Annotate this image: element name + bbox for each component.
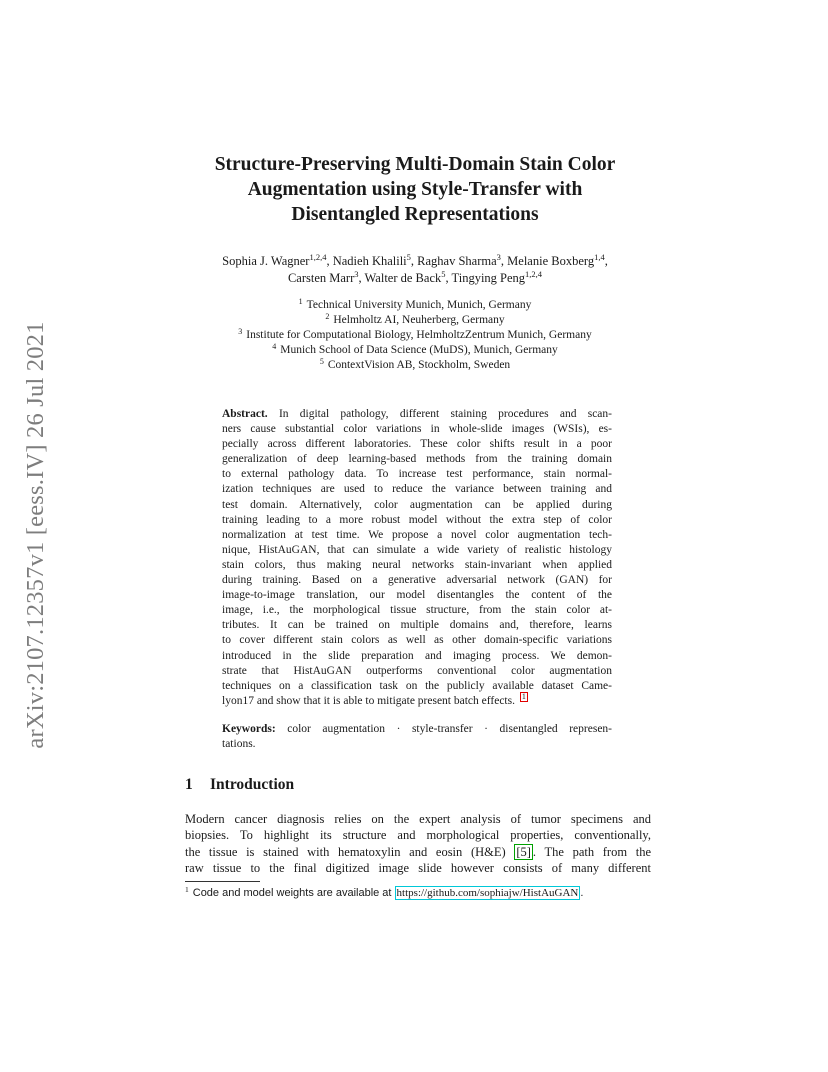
body-line: Modern cancer diagnosis relies on the expert analysis of tumor specimens and [185, 812, 651, 826]
abstract-line: ners cause substantial color variations in whole-slide images (WSIs), es- [222, 423, 612, 436]
keywords-text: color augmentation · style-transfer · disentangled represen- [287, 723, 613, 735]
keywords [222, 722, 612, 752]
footnote-rule [185, 881, 260, 882]
author-name: , Melanie Boxberg [500, 254, 595, 268]
github-link[interactable]: https://github.com/sophiajw/HistAuGAN [396, 887, 579, 899]
affiliation-number: 4 [272, 342, 277, 351]
author-affil-sup: 3 [496, 252, 501, 262]
abstract-line: strate that HistAuGAN outperforms conventional color augmentation [222, 664, 612, 677]
footnote-link[interactable]: 1 [521, 691, 526, 701]
abstract-line: to external pathology data. To increase test performance, stain normal- [222, 468, 612, 481]
affiliation-number: 3 [238, 327, 243, 336]
abstract-line: stain colors, thus making neural networks stain-invariant when applied [222, 558, 612, 571]
affiliation-text: ContextVision AB, Stockholm, Sweden [327, 359, 511, 371]
abstract-line: normalization at test time. We propose a novel color augmentation tech- [222, 528, 612, 541]
abstract-text: lyon17 and show that it is able to mitigate present batch effects. [222, 694, 515, 707]
affiliation-text: Munich School of Data Science (MuDS), Munich, Germany [280, 344, 558, 356]
author-affil-sup: 3 [354, 269, 359, 279]
abstract-line: image-to-image translation, our model disentangles the content of the [222, 589, 612, 602]
footnote-end: . [580, 887, 584, 899]
abstract-line: techniques on a classification task on the publicly available dataset Came- [222, 679, 612, 692]
author-name: Sophia J. Wagner [222, 254, 310, 268]
paper-title [150, 152, 680, 227]
abstract-line: during training. Based on a generative adversarial network (GAN) for [222, 574, 612, 587]
citation-link[interactable]: [5] [516, 844, 531, 859]
author-affil-sup: 1,2,4 [525, 269, 543, 279]
affiliation [120, 313, 710, 328]
affiliation [120, 328, 710, 343]
keywords-line: tations. [222, 738, 256, 751]
body-line [185, 844, 651, 860]
arxiv-identifier: arXiv:2107.12357v1 [eess.IV] 26 Jul 2021 [22, 321, 49, 749]
affiliation [120, 358, 710, 373]
affiliation-list [120, 298, 710, 373]
body-text: the tissue is stained with hematoxylin and eosin (H&E) [185, 844, 515, 859]
abstract-line [222, 407, 612, 422]
body-paragraph [185, 811, 651, 877]
abstract-line: tributes. It can be trained on multiple domains and, therefore, learns [222, 619, 612, 632]
affiliation-text: Helmholtz AI, Neuherberg, Germany [333, 314, 505, 326]
author-name: Carsten Marr [287, 271, 355, 285]
arxiv-side-stamp [14, 296, 58, 774]
abstract-line [222, 691, 612, 709]
author-separator: , [604, 254, 608, 268]
author-name: , Raghav Sharma [410, 254, 497, 268]
author-affil-sup: 5 [441, 269, 446, 279]
affiliation [120, 298, 710, 313]
abstract-line: introduced in the slide preparation and imaging process. We demon- [222, 649, 612, 662]
author-name: , Nadieh Khalili [326, 254, 407, 268]
affiliation-number: 2 [325, 312, 330, 321]
abstract-text: In digital pathology, different staining procedures and scan- [278, 408, 612, 420]
affiliation-number: 1 [298, 297, 303, 306]
abstract [222, 407, 612, 709]
title-line: Structure-Preserving Multi-Domain Stain Color [214, 154, 616, 175]
abstract-line: to cover different stain colors as well as other domain-specific variations [222, 634, 612, 647]
affiliation-text: Institute for Computational Biology, HelmholtzZentrum Munich, Germany [246, 329, 592, 341]
author-name: , Tingying Peng [445, 271, 526, 285]
author-name: , Walter de Back [358, 271, 442, 285]
title-line: Disentangled Representations [291, 204, 539, 225]
author-list [120, 253, 710, 287]
affiliation-text: Technical University Munich, Munich, Germany [306, 299, 532, 311]
title-line: Augmentation using Style-Transfer with [247, 179, 583, 200]
footnote-number: 1 [185, 885, 189, 894]
author-affil-sup: 1,2,4 [309, 252, 327, 262]
author-affil-sup: 5 [406, 252, 411, 262]
section-title: Introduction [210, 776, 295, 793]
abstract-label: Abstract. [222, 408, 268, 420]
footnote-text: Code and model weights are available at [192, 887, 395, 899]
abstract-line: test domain. Alternatively, color augmentation can be applied during [222, 498, 612, 511]
abstract-line: training leading to a more robust model without the extra step of color [222, 513, 612, 526]
keywords-label: Keywords: [222, 723, 276, 735]
body-line: raw tissue to the final digitized image slide however consists of many different [185, 861, 651, 876]
abstract-line: nique, HistAuGAN, that can simulate a wide variety of realistic histology [222, 543, 612, 556]
author-line [120, 253, 710, 270]
body-line: biopsies. To highlight its structure and morphological properties, conventionally, [185, 828, 651, 843]
author-line [120, 270, 710, 287]
affiliation-number: 5 [319, 357, 324, 366]
author-affil-sup: 1,4 [594, 252, 605, 262]
abstract-line: ization techniques are used to reduce the variance between training and [222, 483, 612, 496]
section-number: 1 [185, 776, 193, 793]
keywords-line [222, 722, 612, 737]
affiliation [120, 343, 710, 358]
abstract-line: image, i.e., the morphological tissue structure, from the stain color at- [222, 604, 612, 617]
section-heading [185, 776, 294, 794]
abstract-line: generalization of deep learning-based methods from the training domain [222, 453, 612, 466]
abstract-line: pecially across different laboratories. These color shifts result in a poor [222, 438, 612, 451]
body-text: . The path from the [532, 844, 651, 859]
footnote [185, 886, 583, 901]
